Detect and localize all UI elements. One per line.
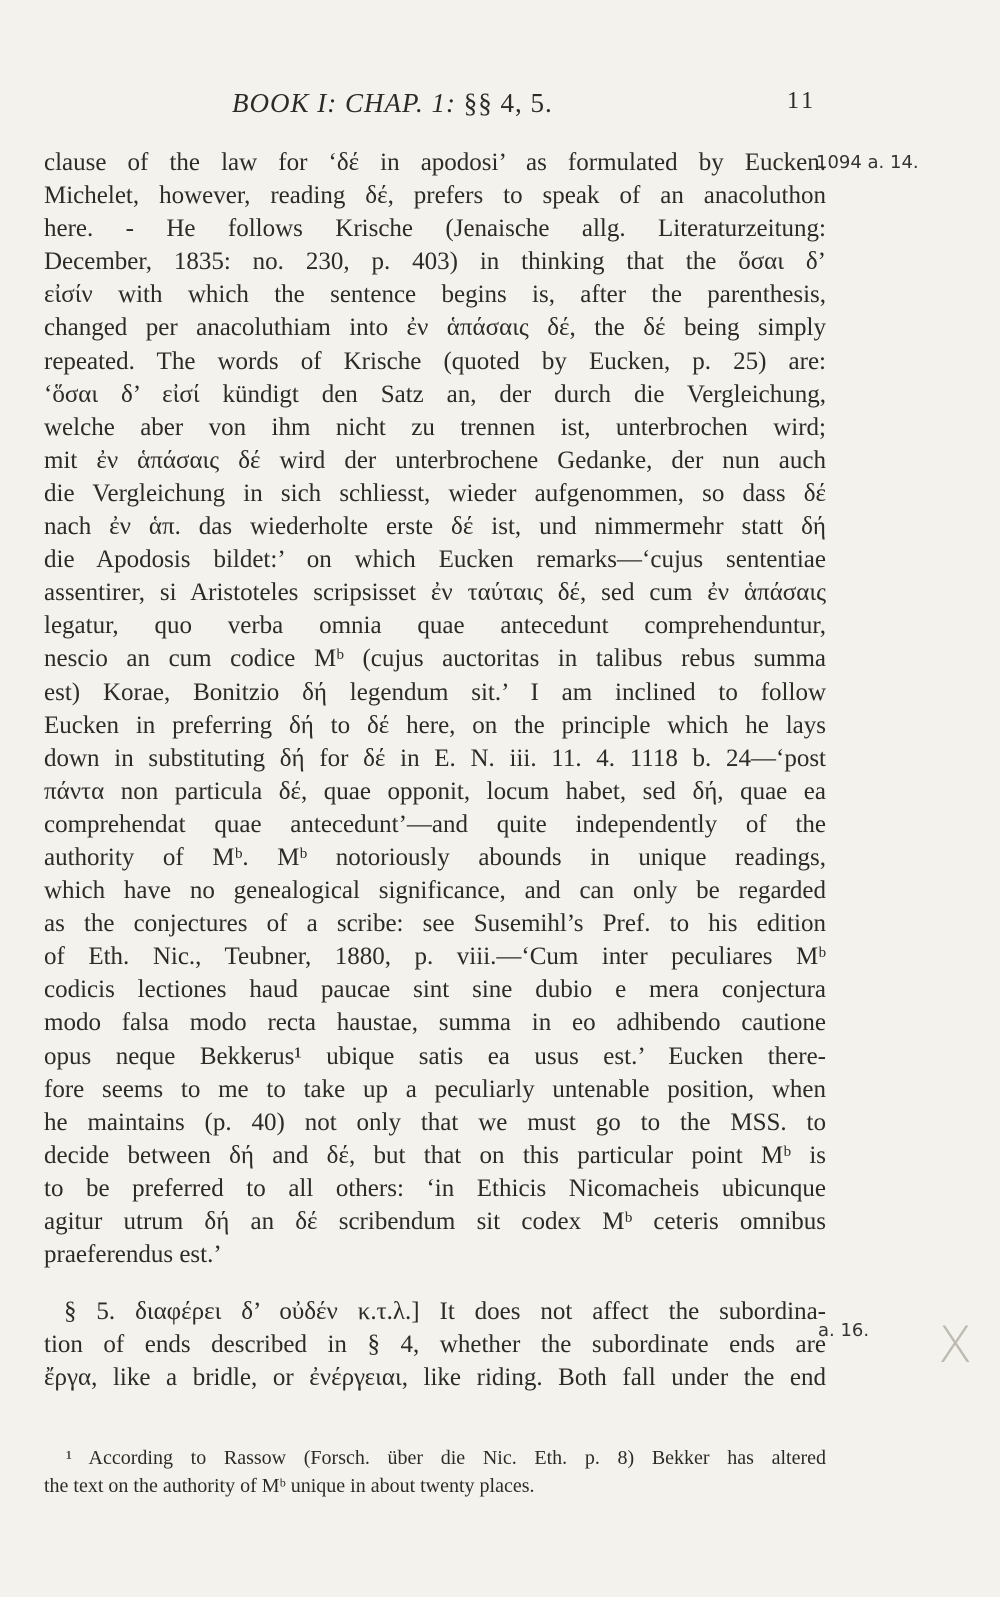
paragraph-gap [44, 1271, 826, 1295]
page-number: 11 [787, 88, 817, 114]
text-line: to be preferred to all others: ‘in Ethicis Nicomacheis ubicunque [44, 1174, 826, 1202]
pencil-mark: X [938, 1316, 973, 1374]
text-line: agitur utrum δή an δέ scribendum sit codex Mᵇ ceteris omnibus [44, 1208, 826, 1235]
text-line: he maintains (p. 40) not only that we must go to the MSS. to [44, 1108, 826, 1136]
text-line: which have no genealogical significance, and can only be regarded [44, 877, 826, 905]
text-line: codicis lectiones haud paucae sint sine dubio e mera conjectura [44, 976, 826, 1004]
text-line: opus neque Bekkerus¹ ubique satis ea usus est.’ Eucken there- [44, 1042, 826, 1070]
text-line: modo falsa modo recta haustae, summa in eo adhibendo cautione [44, 1009, 826, 1037]
text-line: legatur, quo verba omnia quae antecedunt comprehenduntur, [44, 612, 826, 640]
text-line: praeferendus est.’ [44, 1241, 222, 1269]
text-line: πάντα non particula δέ, quae opponit, locum habet, sed δή, quae ea [44, 777, 826, 805]
text-line: εἰσίν with which the sentence begins is, after the parenthesis, [44, 281, 826, 309]
margin-note-1094a14: 1094 a. 14. [816, 152, 919, 173]
text-line: nescio an cum codice Mᵇ (cujus auctoritas in talibus rebus summa [44, 645, 826, 673]
running-header [232, 88, 832, 119]
text-line: here. - He follows Krische (Jenaische allg. Literaturzeitung: [44, 215, 826, 243]
section-5-line: ἔργα, like a bridle, or ἐνέργειαι, like riding. Both fall under the end [44, 1364, 826, 1392]
section-reference: §§ 4, 5. [463, 88, 553, 118]
text-line: as the conjectures of a scribe: see Susemihl’s Pref. to his edition [44, 910, 826, 938]
text-line: ‘ὅσαι δ’ εἰσί kündigt den Satz an, der durch die Vergleichung, [44, 380, 826, 408]
text-line: mit ἐν ἁπάσαις δέ wird der unterbrochene Gedanke, der nun auch [44, 446, 826, 474]
margin-note-a16: a. 16. [818, 1320, 870, 1341]
text-line: fore seems to me to take up a peculiarly untenable position, when [44, 1075, 826, 1103]
text-line: of Eth. Nic., Teubner, 1880, p. viii.—‘Cum inter peculiares Mᵇ [44, 943, 826, 971]
section-5-line: tion of ends described in § 4, whether the subordinate ends are [44, 1331, 826, 1359]
text-line: nach ἐν ἁπ. das wiederholte erste δέ ist, und nimmermehr statt δή [44, 513, 826, 541]
main-text [44, 146, 826, 1394]
footnote-line: ¹ According to Rassow (Forsch. über die Nic. Eth. p. 8) Bekker has altered [66, 1447, 826, 1469]
text-line: changed per anacoluthiam into ἐν ἁπάσαις δέ, the δέ being simply [44, 314, 826, 342]
running-title: BOOK I: CHAP. 1: [232, 88, 464, 118]
text-line: die Apodosis bildet:’ on which Eucken remarks—‘cujus sententiae [44, 546, 826, 574]
text-line: December, 1835: no. 230, p. 403) in thinking that the ὅσαι δ’ [44, 248, 826, 276]
footnote [44, 1444, 826, 1500]
text-line: repeated. The words of Krische (quoted by Eucken, p. 25) are: [44, 347, 826, 375]
text-line: assentirer, si Aristoteles scripsisset ἐν ταύταις δέ, sed cum ἐν ἁπάσαις [44, 579, 826, 607]
text-line: welche aber von ihm nicht zu trennen ist, unterbrochen wird; [44, 413, 826, 441]
text-line: die Vergleichung in sich schliesst, wieder aufgenommen, so dass δέ [44, 479, 826, 507]
text-line: Eucken in preferring δή to δέ here, on the principle which he lays [44, 711, 826, 739]
text-line: decide between δή and δέ, but that on this particular point Mᵇ is [44, 1141, 826, 1169]
text-line: clause of the law for ‘δέ in apodosi’ as formulated by Eucken. [44, 149, 826, 176]
section-5-line: § 5. διαφέρει δ’ οὐδέν κ.τ.λ.] It does not affect the subordina- [64, 1298, 826, 1326]
text-line: est) Korae, Bonitzio δή legendum sit.’ I am inclined to follow [44, 678, 826, 706]
text-line: authority of Mᵇ. Mᵇ notoriously abounds in unique readings, [44, 843, 826, 871]
text-line: comprehendat quae antecedunt’—and quite independently of the [44, 810, 826, 838]
text-line: Michelet, however, reading δέ, prefers to speak of an anacoluthon [44, 182, 826, 210]
footnote-line: the text on the authority of Mᵇ unique in about twenty places. [44, 1475, 535, 1497]
text-line: down in substituting δή for δέ in E. N. iii. 11. 4. 1118 b. 24—‘post [44, 744, 826, 772]
